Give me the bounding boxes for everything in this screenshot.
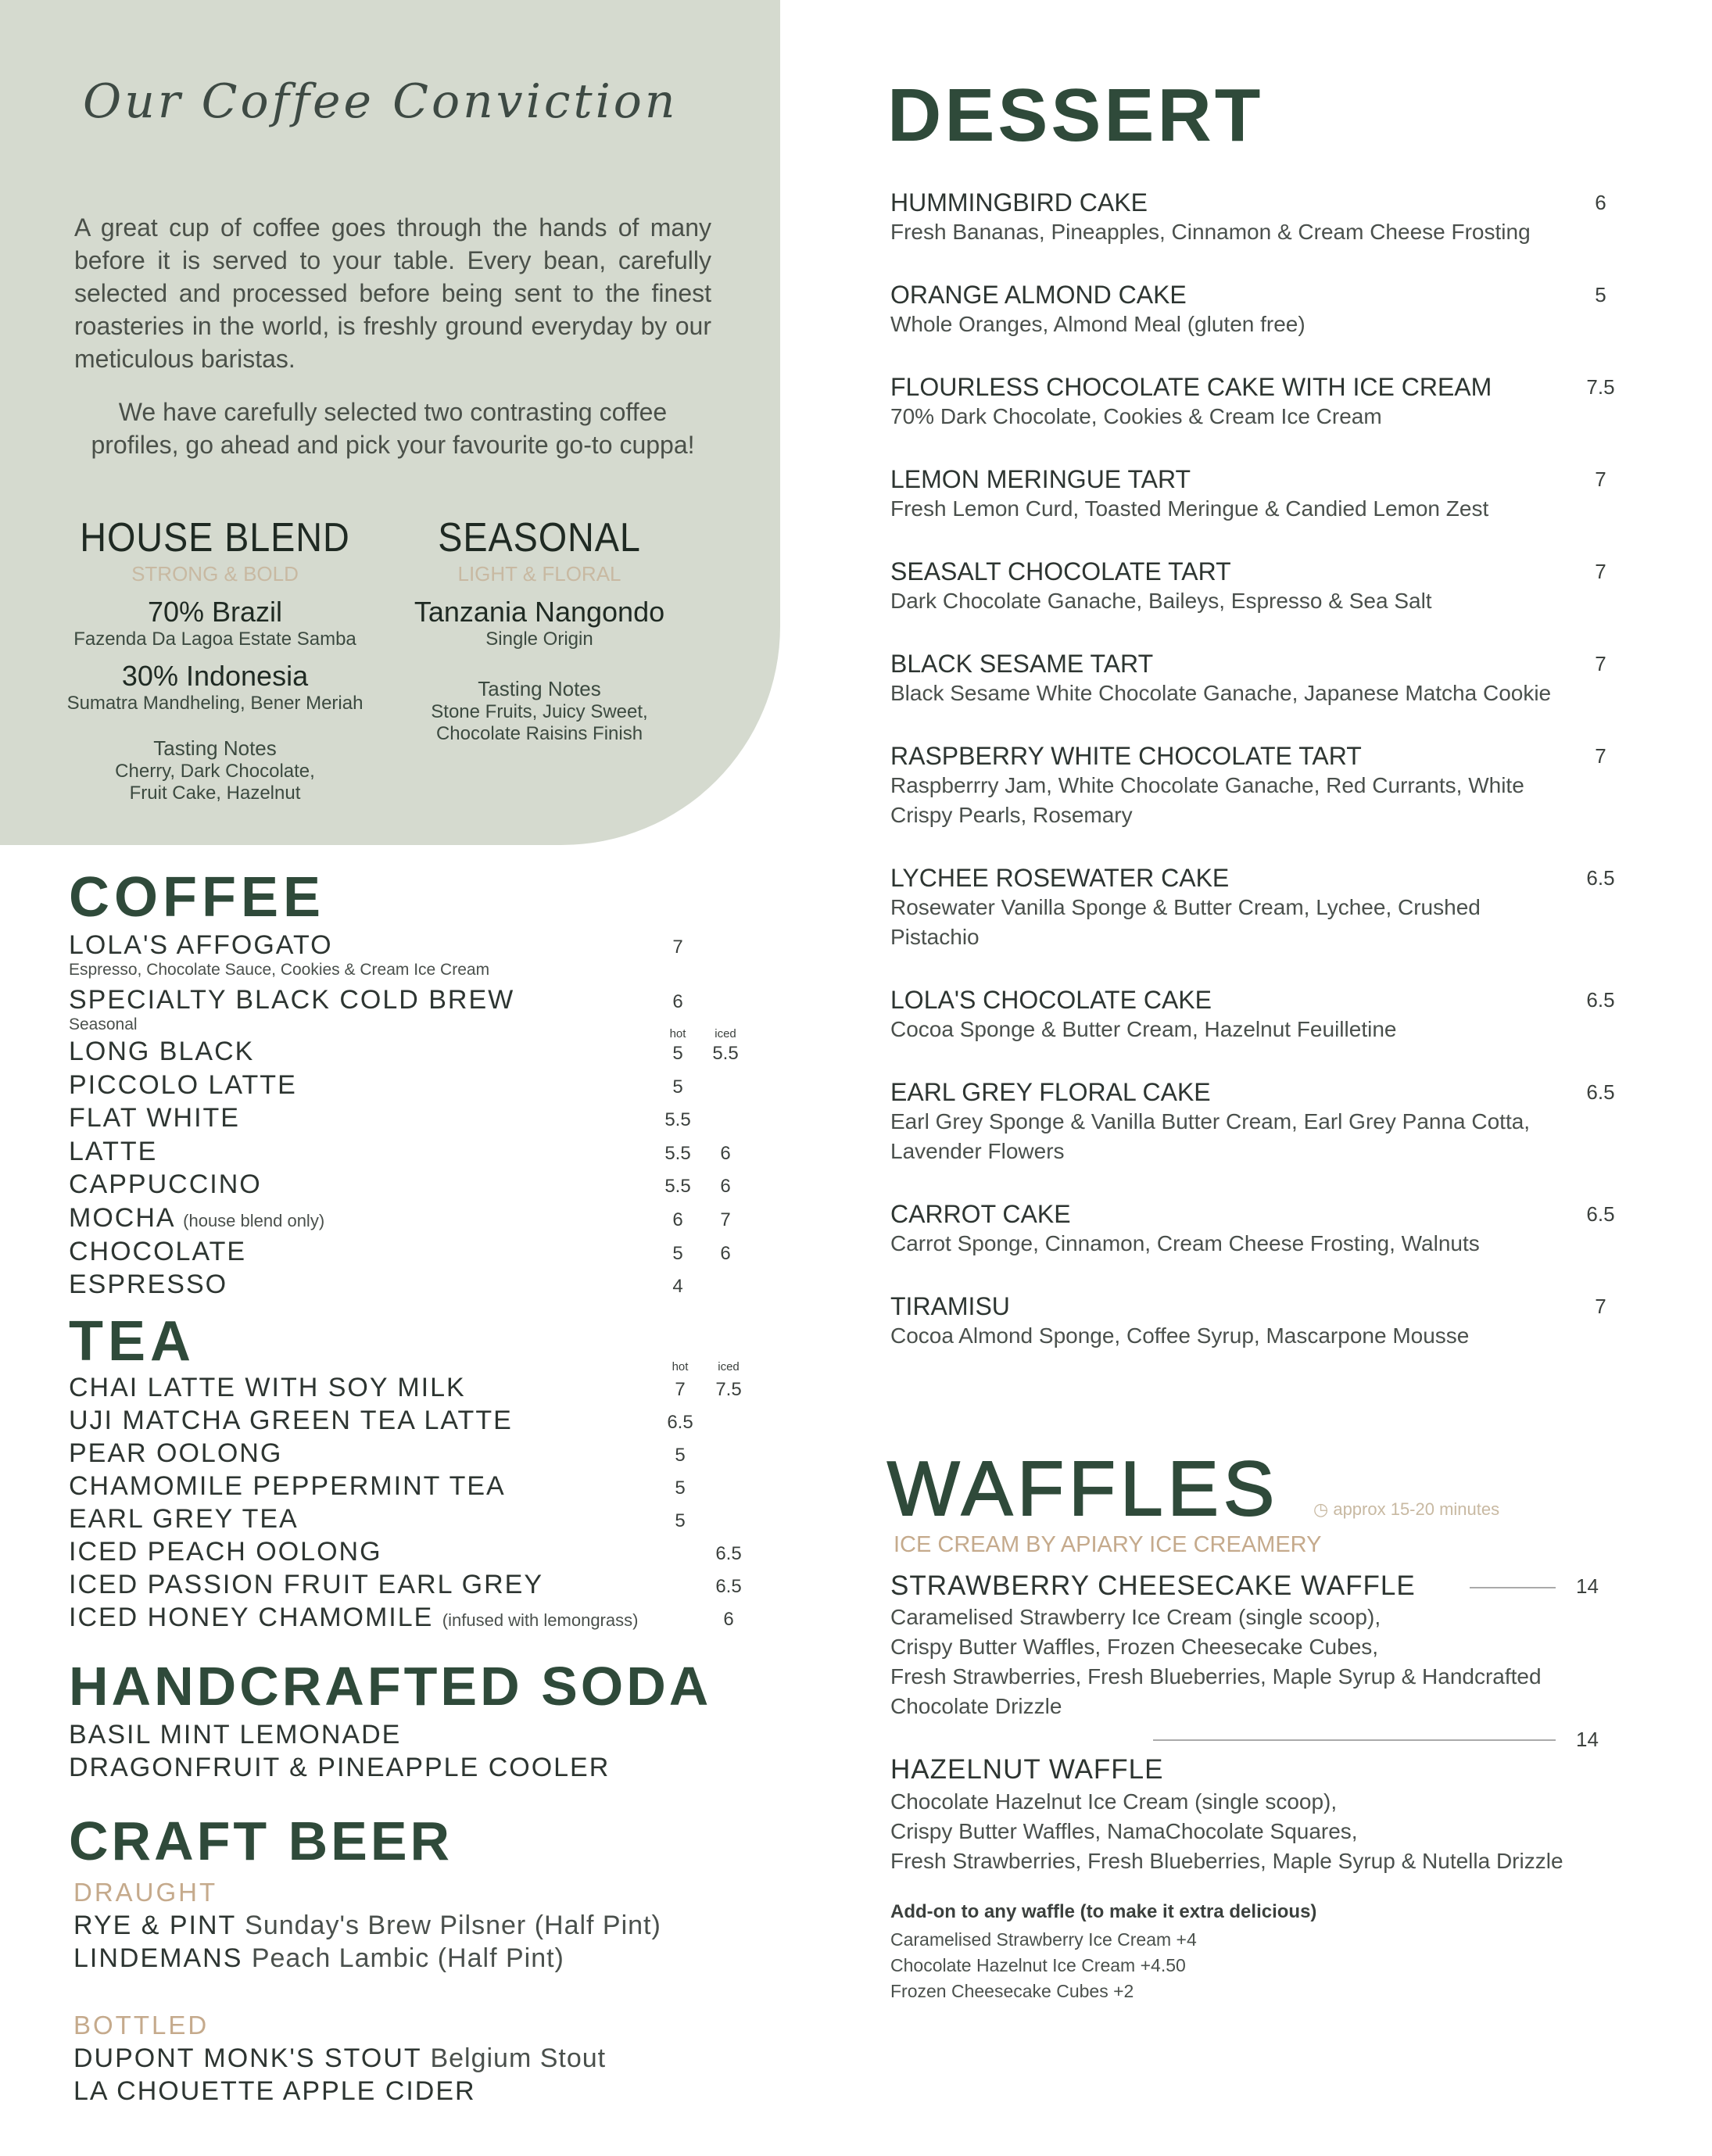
item-name: LATTE [69, 1137, 158, 1166]
price-iced: 6 [720, 1176, 731, 1197]
item-name: CAPPUCCINO [69, 1169, 262, 1199]
menu-item [69, 1603, 638, 1635]
price-hot: 5 [672, 1243, 683, 1264]
price-hot: 5 [675, 1445, 686, 1466]
beer-item [73, 1911, 661, 1941]
price-hot: 5 [675, 1477, 686, 1499]
price-iced: 6 [720, 1143, 731, 1164]
coffee-heading: COFFEE [69, 866, 326, 929]
beer-desc: Peach Lambic (Half Pint) [251, 1943, 564, 1973]
seasonal-title: SEASONAL [438, 515, 641, 560]
menu-item [69, 985, 514, 1015]
menu-item [69, 1406, 513, 1436]
item-name: CHAI LATTE WITH SOY MILK [69, 1373, 466, 1402]
dessert-item [890, 280, 1633, 339]
item-note: (infused with lemongrass) [442, 1610, 639, 1630]
menu-item [69, 930, 333, 961]
price-iced: 6.5 [715, 1576, 742, 1597]
dessert-price: 7 [1595, 1295, 1606, 1318]
origin: 70% Brazil [147, 596, 283, 629]
draught-label: DRAUGHT [73, 1878, 218, 1907]
item-name: PICCOLO LATTE [69, 1070, 297, 1100]
waffle-price: 14 [1576, 1574, 1599, 1598]
dessert-name: EARL GREY FLORAL CAKE [890, 1078, 1211, 1106]
price-hot: 6 [672, 991, 683, 1012]
house-blend-title: HOUSE BLEND [80, 515, 350, 560]
dessert-desc: Dark Chocolate Ganache, Baileys, Espresso & Sea Salt [890, 589, 1432, 613]
tasting-note: Chocolate Raisins Finish [435, 723, 643, 745]
price-iced: 7 [720, 1209, 731, 1230]
price-hot: 4 [672, 1276, 683, 1297]
waffle-time-text: approx 15-20 minutes [1333, 1499, 1500, 1519]
item-name: MOCHA [69, 1203, 174, 1233]
dessert-name: BLACK SESAME TART [890, 650, 1154, 678]
waffle-name: STRAWBERRY CHEESECAKE WAFFLE [890, 1570, 1416, 1601]
item-name: FLAT WHITE [69, 1103, 240, 1133]
dessert-name: FLOURLESS CHOCOLATE CAKE WITH ICE CREAM [890, 373, 1492, 401]
hot-label: hot [672, 1360, 689, 1373]
price-hot: 5.5 [664, 1109, 691, 1130]
tasting-note: Stone Fruits, Juicy Sweet, [431, 701, 648, 723]
price-hot: 5 [672, 1043, 683, 1064]
item-name: ICED HONEY CHAMOMILE [69, 1603, 434, 1632]
beer-brand: LINDEMANS [73, 1943, 243, 1973]
menu-item [69, 1471, 506, 1502]
dessert-desc: 70% Dark Chocolate, Cookies & Cream Ice Cream [890, 404, 1382, 428]
tasting-note: Fruit Cake, Hazelnut [129, 783, 301, 804]
price-hot: 5.5 [664, 1143, 691, 1164]
dessert-desc: Whole Oranges, Almond Meal (gluten free) [890, 312, 1305, 336]
dessert-item [890, 372, 1633, 432]
bottled-label: BOTTLED [73, 2011, 210, 2040]
beer-desc: Sunday's Brew Pilsner (Half Pint) [245, 1911, 661, 1940]
waffle-subtitle: ICE CREAM BY APIARY ICE CREAMERY [894, 1532, 1322, 1557]
house-blend-tag: STRONG & BOLD [131, 562, 299, 586]
addon-list [890, 1927, 1197, 2004]
dessert-item [890, 985, 1633, 1044]
beer-brand: LA CHOUETTE APPLE CIDER [73, 2076, 476, 2106]
beer-brand: DUPONT MONK'S STOUT [73, 2043, 421, 2073]
origin: Tanzania Nangondo [414, 596, 665, 629]
waffle-desc [890, 1787, 1563, 1876]
menu-item [69, 1237, 246, 1267]
dessert-desc: Fresh Bananas, Pineapples, Cinnamon & Cream Cheese Frosting [890, 220, 1531, 244]
dessert-desc: Cocoa Almond Sponge, Coffee Syrup, Mascarpone Mousse [890, 1323, 1470, 1348]
dessert-name: LYCHEE ROSEWATER CAKE [890, 864, 1230, 892]
desc-line: Chocolate Hazelnut Ice Cream (single scoop), [890, 1789, 1338, 1814]
dessert-price: 6.5 [1586, 988, 1615, 1012]
item-sub: Espresso, Chocolate Sauce, Cookies & Cream Ice Cream [69, 961, 490, 979]
dessert-price: 6.5 [1586, 866, 1615, 890]
tasting-notes-label: Tasting Notes [153, 736, 277, 761]
origin: 30% Indonesia [121, 660, 309, 693]
price-iced: 6 [723, 1609, 734, 1630]
dessert-desc: Raspberrry Jam, White Chocolate Ganache, Red Currants, White Crispy Pearls, Rosemary [890, 773, 1524, 827]
divider-line [1153, 1739, 1556, 1741]
dessert-price: 7 [1595, 560, 1606, 583]
dessert-name: LEMON MERINGUE TART [890, 465, 1191, 493]
dessert-price: 5 [1595, 283, 1606, 306]
addon-item: Chocolate Hazelnut Ice Cream +4.50 [890, 1955, 1186, 1975]
item-name: ESPRESSO [69, 1270, 228, 1299]
addon-title: Add-on to any waffle (to make it extra delicious) [890, 1901, 1317, 1922]
dessert-desc: Black Sesame White Chocolate Ganache, Japanese Matcha Cookie [890, 681, 1552, 705]
iced-label: iced [715, 1027, 736, 1040]
price-hot: 7 [672, 937, 683, 958]
dessert-item [890, 649, 1633, 708]
desc-line: Crispy Butter Waffles, NamaChocolate Squares, [890, 1819, 1358, 1843]
price-hot: 5 [672, 1076, 683, 1098]
dessert-item [890, 557, 1633, 616]
menu-item [69, 1438, 282, 1469]
tea-heading: TEA [69, 1310, 195, 1373]
waffle-desc [890, 1603, 1542, 1721]
tasting-notes-label: Tasting Notes [478, 677, 601, 701]
origin-sub: Single Origin [485, 629, 593, 650]
beer-brand: RYE & PINT [73, 1911, 236, 1940]
dessert-desc: Cocoa Sponge & Butter Cream, Hazelnut Feuilletine [890, 1017, 1397, 1041]
addon-item: Caramelised Strawberry Ice Cream +4 [890, 1929, 1197, 1950]
menu-item [69, 1103, 240, 1134]
menu-item [69, 1169, 262, 1200]
dessert-name: ORANGE ALMOND CAKE [890, 281, 1187, 309]
item-note: (house blend only) [183, 1211, 325, 1230]
price-iced: 6.5 [715, 1543, 742, 1564]
desc-line: Chocolate Drizzle [890, 1694, 1062, 1718]
price-hot: 6 [672, 1209, 683, 1230]
waffles-heading: WAFFLES [887, 1445, 1280, 1531]
beer-heading: CRAFT BEER [69, 1810, 453, 1871]
clock-icon: ◷ [1313, 1499, 1329, 1519]
item-sub: Seasonal [69, 1015, 138, 1033]
waffle-time [1313, 1499, 1499, 1520]
house-blend-section [59, 516, 371, 804]
dessert-item [890, 1077, 1633, 1166]
item-name: LONG BLACK [69, 1037, 255, 1066]
seasonal-tag: LIGHT & FLORAL [457, 562, 621, 586]
dessert-item [890, 188, 1633, 247]
desc-line: Fresh Strawberries, Fresh Blueberries, Maple Syrup & Nutella Drizzle [890, 1849, 1563, 1873]
dessert-name: HUMMINGBIRD CAKE [890, 188, 1148, 217]
desc-line: Caramelised Strawberry Ice Cream (single scoop), [890, 1605, 1381, 1629]
dessert-name: CARROT CAKE [890, 1200, 1071, 1228]
item-name: ICED PEACH OOLONG [69, 1537, 382, 1567]
dessert-list [890, 188, 1633, 1384]
item-name: CHOCOLATE [69, 1237, 247, 1266]
conviction-title: Our Coffee Conviction [83, 74, 679, 129]
price-hot: 5 [675, 1510, 686, 1531]
desc-line: Crispy Butter Waffles, Frozen Cheesecake Cubes, [890, 1635, 1379, 1659]
divider-line [1470, 1587, 1556, 1588]
menu-item [69, 1203, 324, 1236]
price-iced: 6 [720, 1243, 731, 1264]
waffle-price: 14 [1576, 1728, 1599, 1751]
menu-item [69, 1373, 466, 1403]
origin-sub: Fazenda Da Lagoa Estate Samba [73, 629, 356, 650]
dessert-item [890, 464, 1633, 524]
price-iced: 7.5 [715, 1379, 742, 1400]
intro-paragraph-2: We have carefully selected two contrasting coffee profiles, go ahead and pick your favourite go-to cuppa! [91, 398, 695, 459]
dessert-price: 6 [1595, 191, 1606, 214]
beer-desc: Belgium Stout [430, 2043, 607, 2073]
price-hot: 6.5 [667, 1412, 693, 1433]
menu-item [69, 1504, 299, 1535]
dessert-item [890, 741, 1633, 830]
dessert-name: TIRAMISU [890, 1292, 1010, 1320]
menu-item [69, 1270, 227, 1300]
dessert-price: 7 [1595, 744, 1606, 768]
menu-item [69, 1570, 543, 1600]
soda-heading: HANDCRAFTED SODA [69, 1656, 712, 1717]
beer-item [73, 2043, 606, 2074]
price-hot: 7 [675, 1379, 686, 1400]
item-name: EARL GREY TEA [69, 1504, 299, 1534]
waffle-name: HAZELNUT WAFFLE [890, 1754, 1164, 1785]
dessert-item [890, 1291, 1633, 1351]
dessert-item [890, 863, 1633, 952]
dessert-desc: Rosewater Vanilla Sponge & Butter Cream, Lychee, Crushed Pistachio [890, 895, 1481, 949]
beer-item [73, 2076, 476, 2107]
addon-item: Frozen Cheesecake Cubes +2 [890, 1981, 1134, 2001]
item-name: PEAR OOLONG [69, 1438, 283, 1468]
item-name: LOLA'S AFFOGATO [69, 930, 333, 960]
price-hot: 5.5 [664, 1176, 691, 1197]
dessert-name: LOLA'S CHOCOLATE CAKE [890, 986, 1212, 1014]
dessert-name: RASPBERRY WHITE CHOCOLATE TART [890, 742, 1362, 770]
dessert-name: SEASALT CHOCOLATE TART [890, 557, 1231, 586]
dessert-item [890, 1199, 1633, 1259]
dessert-price: 6.5 [1586, 1080, 1615, 1104]
intro-text [74, 211, 711, 461]
price-iced: 5.5 [712, 1043, 739, 1064]
menu-item [69, 1070, 297, 1101]
origin-sub: Sumatra Mandheling, Bener Meriah [66, 693, 364, 714]
item-name: SPECIALTY BLACK COLD BREW [69, 985, 515, 1015]
soda-item: DRAGONFRUIT & PINEAPPLE COOLER [69, 1753, 611, 1782]
dessert-heading: DESSERT [887, 73, 1264, 157]
hot-label: hot [669, 1027, 686, 1040]
dessert-desc: Earl Grey Sponge & Vanilla Butter Cream, Earl Grey Panna Cotta, Lavender Flowers [890, 1109, 1531, 1163]
item-name: UJI MATCHA GREEN TEA LATTE [69, 1406, 513, 1435]
dessert-desc: Carrot Sponge, Cinnamon, Cream Cheese Frosting, Walnuts [890, 1231, 1480, 1255]
intro-paragraph: A great cup of coffee goes through the hands of many before it is served to your table. Every bean, carefully selected and processed before being sent to the finest roasteries in the world, is freshly ground everyday by our meticulous baristas. [74, 213, 711, 373]
desc-line: Fresh Strawberries, Fresh Blueberries, Maple Syrup & Handcrafted [890, 1664, 1542, 1689]
item-name: ICED PASSION FRUIT EARL GREY [69, 1570, 544, 1599]
dessert-price: 7 [1595, 467, 1606, 491]
beer-item [73, 1943, 564, 1974]
dessert-price: 6.5 [1586, 1202, 1615, 1226]
soda-item: BASIL MINT LEMONADE [69, 1720, 402, 1750]
seasonal-section [383, 516, 696, 745]
menu-item [69, 1537, 382, 1567]
dessert-price: 7.5 [1586, 375, 1615, 399]
menu-item [69, 1137, 157, 1167]
menu-item [69, 1037, 254, 1067]
iced-label: iced [718, 1360, 740, 1373]
dessert-desc: Fresh Lemon Curd, Toasted Meringue & Candied Lemon Zest [890, 496, 1489, 521]
tasting-note: Cherry, Dark Chocolate, [115, 761, 315, 783]
dessert-price: 7 [1595, 652, 1606, 675]
item-name: CHAMOMILE PEPPERMINT TEA [69, 1471, 506, 1501]
